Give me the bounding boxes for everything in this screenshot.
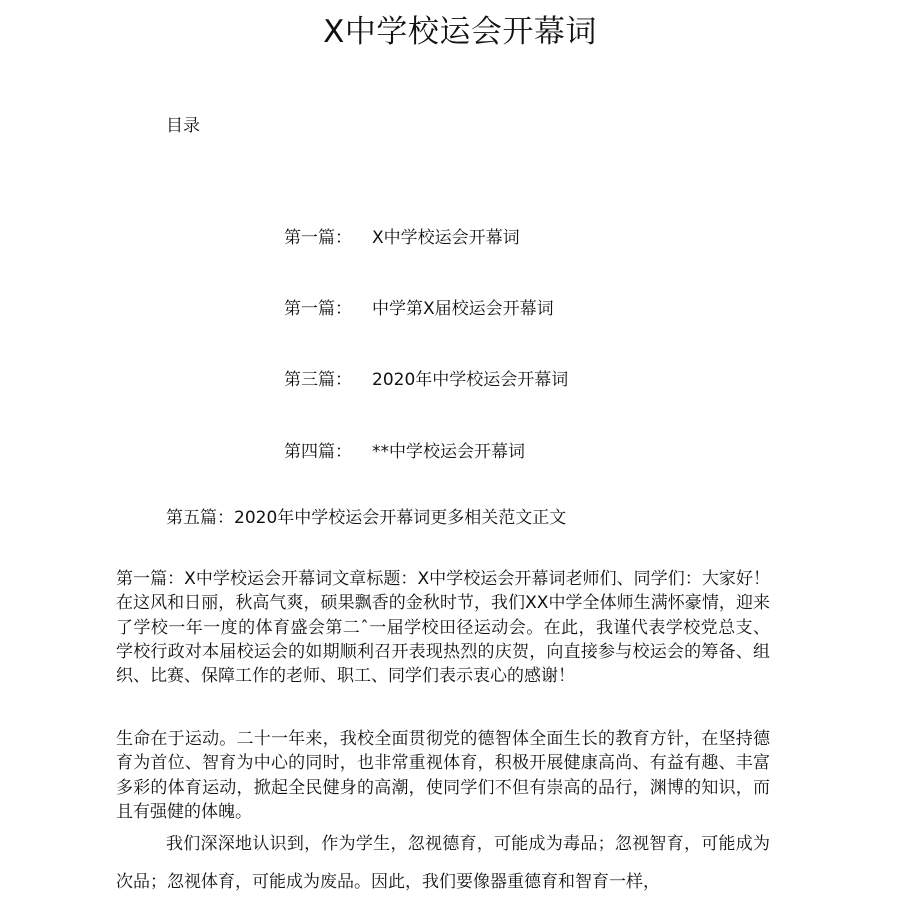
body-paragraph: 生命在于运动。二十一年来，我校全面贯彻党的德智体全面生长的教育方针，在坚持德育为首位、智育为中心的同时，也非常重视体育，积极开展健康高尚、有益有趣、丰富多彩的体育运动，掀起全民健身的高潮，使同学们不但有崇高的品行，渊博的知识，而且有强健的体魄。 [116, 729, 770, 822]
toc-item[interactable] [284, 368, 568, 392]
body-paragraph: 我们深深地认识到，作为学生，忽视德育，可能成为毒品；忽视智育，可能成为次品；忽视体育，可能成为废品。因此，我们要像器重德育和智育一样， [116, 834, 770, 892]
toc-item-label: 第一篇： [284, 228, 352, 248]
toc-item-text: 中学第X届校运会开幕词 [372, 299, 554, 319]
toc-item-label: 第四篇： [284, 442, 352, 462]
toc-item-text: **中学校运会开幕词 [372, 442, 525, 462]
toc-item-text: X中学校运会开幕词 [372, 228, 520, 248]
toc-item-label: 第三篇： [284, 370, 352, 390]
body-paragraph: 第一篇：X中学校运会开幕词文章标题：X中学校运会开幕词老师们、同学们：大家好！在这风和日丽，秋高气爽，硕果飘香的金秋时节，我们XX中学全体师生满怀豪情，迎来了学校一年一度的体育盛会第二ˆ一届学校田径运动会。在此，我谨代表学校党总支、学校行政对本届校运会的如期顺利召开表现热烈的庆贺，向直接参与校运会的筹备、组织、比赛、保障工作的老师、职工、同学们表示衷心的感谢！ [116, 569, 770, 687]
toc-item-text: 2020年中学校运会开幕词 [372, 370, 569, 390]
toc-item-label: 第一篇： [284, 299, 352, 319]
toc-item[interactable] [284, 297, 554, 321]
document-title: X中学校运会开幕词 [323, 14, 597, 50]
toc-item-fifth[interactable]: 第五篇：2020年中学校运会开幕词更多相关范文正文 [166, 508, 567, 528]
toc-item[interactable] [284, 226, 520, 250]
toc-item[interactable] [284, 440, 525, 464]
toc-heading: 目录 [166, 116, 200, 136]
